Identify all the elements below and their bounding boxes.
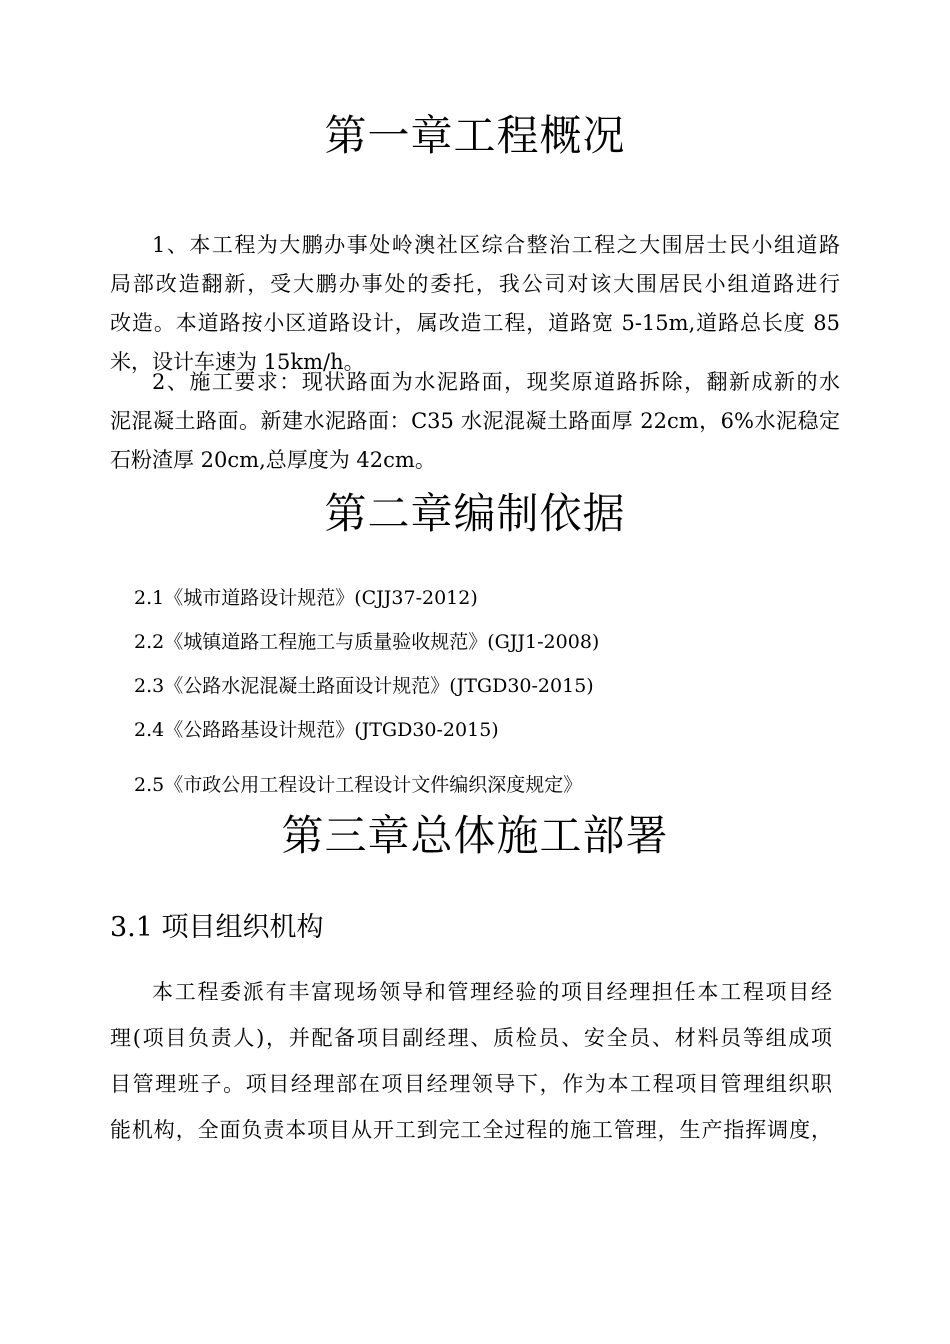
paragraph-line: 2、施工要求：现状路面为水泥路面，现奖原道路拆除，翻新成新的水 xyxy=(152,370,840,394)
reference-item: 2.1《城市道路设计规范》(CJJ37-2012) xyxy=(134,587,478,609)
reference-item: 2.4《公路路基设计规范》(JTGD30-2015) xyxy=(134,719,499,741)
paragraph-line: 改造。本道路按小区道路设计，属改造工程，道路宽 5-15m,道路总长度 85 xyxy=(110,311,840,335)
reference-item: 2.2《城镇道路工程施工与质量验收规范》(GJJ1-2008) xyxy=(134,631,600,653)
reference-item: 2.3《公路水泥混凝土路面设计规范》(JTGD30-2015) xyxy=(134,675,594,697)
paragraph-line: 局部改造翻新，受大鹏办事处的委托，我公司对该大围居民小组道路进行 xyxy=(110,272,840,296)
paragraph-line: 理(项目负责人)，并配备项目副经理、质检员、安全员、材料员等组成项 xyxy=(110,1026,832,1050)
chapter-1-paragraph-2 xyxy=(110,363,840,480)
chapter-1-title: 第一章工程概况 xyxy=(324,111,626,160)
paragraph-line: 泥混凝土路面。新建水泥路面：C35 水泥混凝土路面厚 22cm，6%水泥稳定 xyxy=(110,409,840,433)
chapter-1-paragraph-1 xyxy=(110,226,840,382)
paragraph-line: 本工程委派有丰富现场领导和管理经验的项目经理担任本工程项目经 xyxy=(152,980,832,1004)
paragraph-line: 能机构，全面负责本项目从开工到完工全过程的施工管理，生产指挥调度， xyxy=(110,1118,832,1142)
paragraph-line: 石粉渣厚 20cm,总厚度为 42cm。 xyxy=(110,448,436,472)
paragraph-line: 1、本工程为大鹏办事处岭澳社区综合整治工程之大围居士民小组道路 xyxy=(152,233,840,257)
chapter-2-title: 第二章编制依据 xyxy=(324,489,626,538)
chapter-3-title: 第三章总体施工部署 xyxy=(281,811,669,860)
reference-item: 2.5《市政公用工程设计工程设计文件编织深度规定》 xyxy=(134,774,583,796)
section-3-1-title: 3.1 项目组织机构 xyxy=(110,912,324,943)
paragraph-line: 米，设计车速为 15km/h。 xyxy=(110,350,365,374)
paragraph-line: 目管理班子。项目经理部在项目经理领导下，作为本工程项目管理组织职 xyxy=(110,1072,832,1096)
chapter-3-paragraph-1 xyxy=(110,969,832,1153)
